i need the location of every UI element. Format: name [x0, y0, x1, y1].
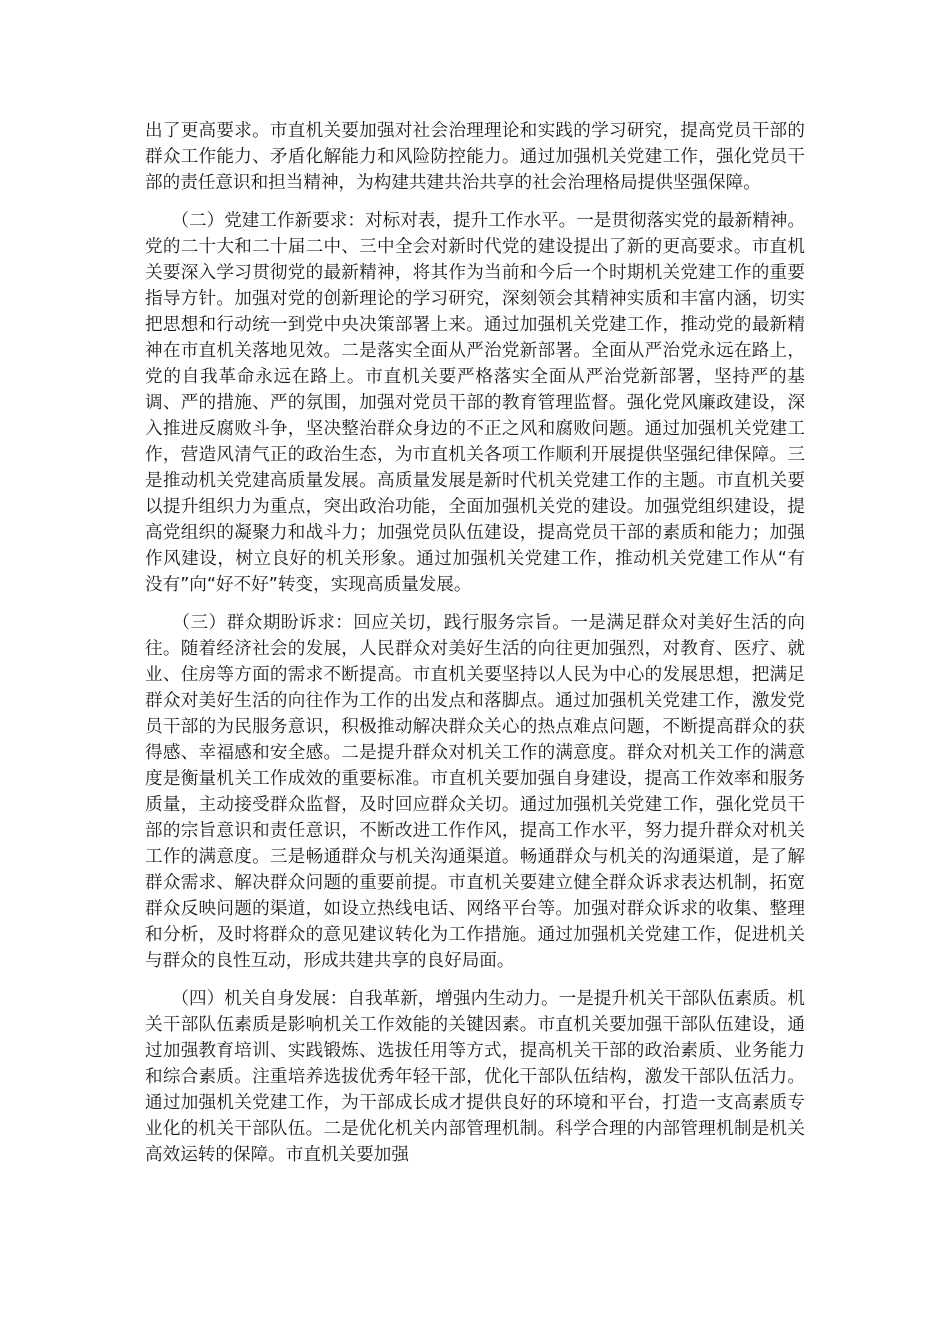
- paragraph-party-building-requirements: （二）党建工作新要求：对标对表，提升工作水平。一是贯彻落实党的最新精神。党的二十大和二十届二中、三中全会对新时代党的建设提出了新的更高要求。市直机关要深入学习贯彻党的最新精神，将其作为当前和今后一个时期机关党建工作的重要指导方针。加强对党的创新理论的学习研究，深刻领会其精神实质和丰富内涵，切实把思想和行动统一到党中央决策部署上来。通过加强机关党建工作，推动党的最新精神在市直机关落地见效。二是落实全面从严治党新部署。全面从严治党永远在路上，党的自我革命永远在路上。市直机关要严格落实全面从严治党新部署，坚持严的基调、严的措施、严的氛围，加强对党员干部的教育管理监督。强化党风廉政建设，深入推进反腐败斗争，坚决整治群众身边的不正之风和腐败问题。通过加强机关党建工作，营造风清气正的政治生态，为市直机关各项工作顺利开展提供坚强纪律保障。三是推动机关党建高质量发展。高质量发展是新时代机关党建工作的主题。市直机关要以提升组织力为重点，突出政治功能，全面加强机关党的建设。加强党组织建设，提高党组织的凝聚力和战斗力；加强党员队伍建设，提高党员干部的素质和能力；加强作风建设，树立良好的机关形象。通过加强机关党建工作，推动机关党建工作从“有没有”向“好不好”转变，实现高质量发展。: [145, 211, 805, 595]
- paragraph-public-expectations: （三）群众期盼诉求：回应关切，践行服务宗旨。一是满足群众对美好生活的向往。随着经济社会的发展，人民群众对美好生活的向往更加强烈，对教育、医疗、就业、住房等方面的需求不断提高。市直机关要坚持以人民为中心的发展思想，把满足群众对美好生活的向往作为工作的出发点和落脚点。通过加强机关党建工作，激发党员干部的为民服务意识，积极推动解决群众关心的热点难点问题，不断提高群众的获得感、幸福感和安全感。二是提升群众对机关工作的满意度。群众对机关工作的满意度是衡量机关工作成效的重要标准。市直机关要加强自身建设，提高工作效率和服务质量，主动接受群众监督，及时回应群众关切。通过加强机关党建工作，强化党员干部的宗旨意识和责任意识，不断改进工作作风，提高工作水平，努力提升群众对机关工作的满意度。三是畅通群众与机关沟通渠道。畅通群众与机关的沟通渠道，是了解群众需求、解决群众问题的重要前提。市直机关要建立健全群众诉求表达机制，拓宽群众反映问题的渠道，如设立热线电话、网络平台等。加强对群众诉求的收集、整理和分析，及时将群众的意见建议转化为工作措施。通过加强机关党建工作，促进机关与群众的良性互动，形成共建共享的良好局面。: [145, 613, 805, 971]
- paragraph-intro-continued: 出了更高要求。市直机关要加强对社会治理理论和实践的学习研究，提高党员干部的群众工作能力、矛盾化解能力和风险防控能力。通过加强机关党建工作，强化党员干部的责任意识和担当精神，为构建共建共治共享的社会治理格局提供坚强保障。: [145, 121, 805, 193]
- paragraph-self-development: （四）机关自身发展：自我革新，增强内生动力。一是提升机关干部队伍素质。机关干部队伍素质是影响机关工作效能的关键因素。市直机关要加强干部队伍建设，通过加强教育培训、实践锻炼、选拔任用等方式，提高机关干部的政治素质、业务能力和综合素质。注重培养选拔优秀年轻干部，优化干部队伍结构，激发干部队伍活力。通过加强机关党建工作，为干部成长成才提供良好的环境和平台，打造一支高素质专业化的机关干部队伍。二是优化机关内部管理机制。科学合理的内部管理机制是机关高效运转的保障。市直机关要加强: [145, 989, 805, 1165]
- document-page: [145, 118, 805, 1168]
